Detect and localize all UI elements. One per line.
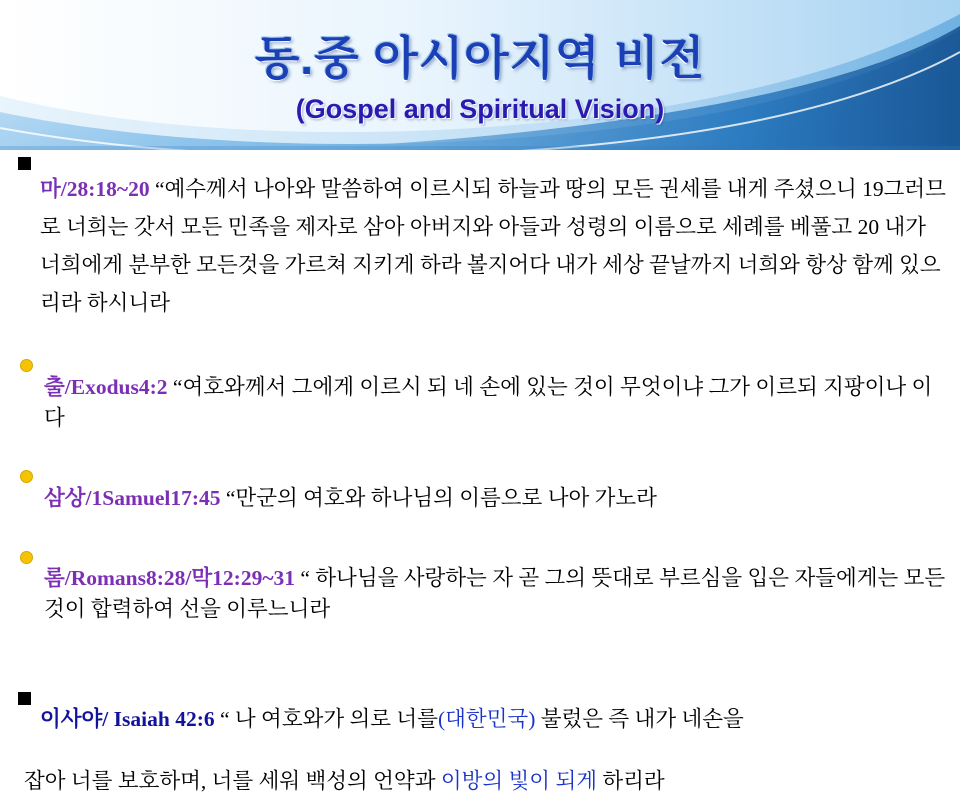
highlight-light-to-nations: 이방의 빛이 되게 (440, 769, 597, 794)
scripture-reference: 마/28:18~20 (40, 176, 150, 201)
disc-bullet-icon (20, 359, 33, 372)
scripture-text: “ 하나님을 사랑하는 자 곧 그의 뜻대로 부르심을 입은 자들에게는 모든 것이 합력하여 선을 이루느니라 (44, 566, 946, 622)
final-line2-a: 잡아 너를 보호하며, 너를 세워 백성의 언약과 (24, 769, 441, 794)
scripture-text-b: 불렀은 즉 내가 네손을 (535, 707, 744, 732)
disc-bullet-icon (20, 551, 33, 564)
scripture-text: “만군의 여호와 하나님의 이름으로 나아 가노라 (220, 485, 657, 510)
scripture-paragraph (44, 372, 946, 434)
header-banner (0, 0, 960, 150)
final-line2-b: 하리라 (597, 769, 665, 794)
scripture-text-a: “ 나 여호와가 의로 너를 (214, 707, 438, 732)
banner-graphic (0, 0, 960, 150)
list-item-final (18, 683, 946, 757)
page-title: 동.중 아시아지역 비전 (254, 32, 706, 84)
scripture-reference: 이사야/ Isaiah 42:6 (40, 707, 215, 732)
list-item (18, 542, 946, 647)
page-subtitle: (Gospel and Spiritual Vision) (295, 94, 665, 124)
section-spacer (18, 653, 946, 683)
list-item (18, 148, 946, 344)
scripture-paragraph (44, 483, 946, 514)
scripture-paragraph (44, 563, 946, 625)
scripture-final-line2 (24, 763, 946, 800)
scripture-reference: 롬/Romans8:28/막12:29~31 (44, 566, 295, 591)
disc-bullet-icon (20, 470, 33, 483)
scripture-reference: 출/Exodus4:2 (44, 374, 168, 399)
scripture-paragraph (40, 170, 946, 323)
scripture-paragraph-final (40, 704, 946, 735)
scripture-text: “여호와께서 그에게 이르시 되 네 손에 있는 것이 무엇이냐 그가 이르되 지팡이나 이다 (44, 374, 933, 430)
highlight-nation: (대한민국) (437, 707, 536, 732)
scripture-text: “예수께서 나아와 말씀하여 이르시되 하늘과 땅의 모든 권세를 내게 주셨으니 19그러므로 너희는 갓서 모든 민족을 제자로 삼아 아버지와 아들과 성령의 이름으로 세례를 베풀고 20 내가 너희에게 분부한 모든것을 가르쳐 지키게 하라 볼지어다 내가 세상 끝날까지 너희와 항상 함께 있으리라 하시니라 (40, 176, 946, 316)
square-bullet-icon (18, 692, 31, 705)
scripture-list (0, 148, 960, 800)
list-item (18, 461, 946, 535)
list-item (18, 350, 946, 455)
scripture-reference: 삼상/1Samuel17:45 (44, 485, 221, 510)
square-bullet-icon (18, 157, 31, 170)
